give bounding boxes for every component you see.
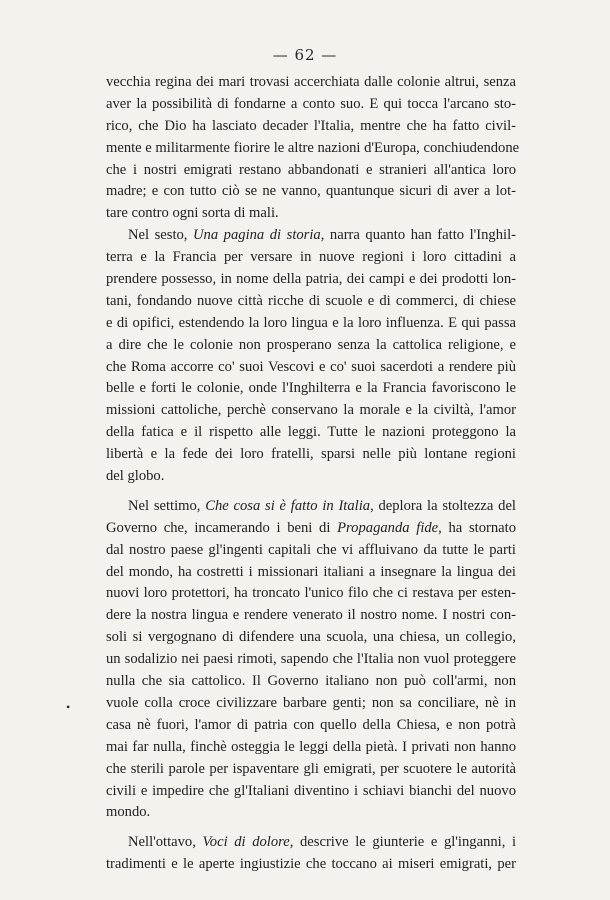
text-line — [106, 225, 516, 247]
text-line: missioni cattoliche, perchè conservano la morale e la civiltà, l'amor — [106, 402, 516, 419]
text-line: che Roma accorre co' suoi Vescovi e co' suoi sacerdoti a rendere più — [106, 358, 516, 375]
text-line: terra e la Francia per versare in nuove regioni i loro cittadini a — [106, 249, 516, 266]
text-run: descrive le giunterie e gl'inganni, i — [293, 834, 517, 851]
text-line: mai far nulla, finchè osteggia le leggi della pietà. I privati non hanno — [106, 738, 516, 755]
text-line: casa nè fuori, l'amor di patria con quello della Chiesa, e non potrà — [106, 716, 516, 733]
text-line: vecchia regina dei mari trovasi accerchiata dalle colonie altrui, senza — [106, 74, 516, 90]
page-number: — 62 — — [272, 46, 338, 64]
italic-title: Voci di dolore, — [202, 834, 294, 851]
text-line: rico, che Dio ha lasciato decader l'Italia, mentre che ha fatto civil- — [106, 117, 516, 134]
text-line: e di opifici, estendendo la loro lingua e la loro influenza. E qui passa — [106, 314, 516, 331]
text-line: civili e impedire che gl'Italiani diventino i schiavi bianchi del nuovo — [106, 782, 516, 799]
text-run: Nel settimo, — [128, 497, 206, 514]
paragraph-2 — [106, 225, 516, 488]
text-line: tare contro ogni sorta di mali. — [106, 205, 279, 222]
text-line: nulla che sia cattolico. Il Governo italiano non può coll'armi, non — [106, 673, 516, 690]
text-run: Nell'ottavo, — [128, 834, 203, 851]
text-run: deplora la stoltezza del — [373, 497, 516, 514]
text-line: prendere possesso, in nome della patria, dei campi e dei prodotti lon- — [106, 271, 516, 288]
text-run: Governo che, incamerando i beni di — [106, 519, 338, 536]
margin-dot-mark: • — [66, 700, 71, 714]
text-line: a dire che le colonie non prosperano senza la cattolica religione, e — [106, 336, 516, 353]
text-line: del globo. — [106, 468, 165, 485]
text-line: madre; e con tutto ciò se ne vanno, quantunque sicuri di aver a lot- — [106, 183, 516, 200]
text-line: che i nostri emigrati restano abbandonati e stranieri all'antica loro — [106, 161, 516, 178]
italic-title: Una pagina di storia, — [193, 227, 325, 244]
text-line: nuovi loro protettori, ha troncato l'unico filo che ci restava per esten- — [106, 585, 516, 602]
paragraph-4 — [106, 832, 516, 876]
text-line: tradimenti e le aperte ingiustizie che toccano ai miseri emigrati, per — [106, 856, 516, 873]
italic-title: Propaganda fide, — [337, 519, 442, 536]
text-line — [106, 518, 516, 540]
text-line: mondo. — [106, 804, 151, 821]
text-line: che sterili parole per ispaventare gli emigrati, per scuotere le autorità — [106, 760, 516, 777]
text-line: tani, fondando nuove città ricche di scuole e di commerci, di chiese — [106, 292, 516, 309]
text-line: mente e militarmente fiorire le altre nazioni d'Europa, conchiudendone — [106, 139, 520, 156]
paragraph-1 — [106, 72, 520, 225]
text-line: un sodalizio nei paesi rimoti, sapendo che l'Italia non vuol proteggere — [106, 651, 516, 668]
text-line — [106, 496, 516, 518]
text-line: vuole colla croce civilizzare barbare genti; non sa conciliare, nè in — [106, 694, 516, 711]
text-line: soli si vergognano di difendere una scuola, una chiesa, un collegio, — [106, 629, 516, 646]
text-line: della fatica e il rispetto alle leggi. Tutte le nazioni proteggono la — [106, 424, 516, 441]
text-run: narra quanto han fatto l'Inghil- — [324, 227, 516, 244]
text-line: del mondo, ha costretti i missionari italiani a insegnare la lingua dei — [106, 563, 516, 580]
text-line: dere la nostra lingua e rendere venerato il nostro nome. I nostri con- — [106, 607, 516, 624]
text-run: ha stornato — [441, 519, 517, 536]
text-line: libertà e la fede dei loro fratelli, sparsi nelle più lontane regioni — [106, 446, 516, 463]
text-line — [106, 832, 516, 854]
paragraph-3 — [106, 496, 516, 824]
text-line: dal nostro paese gl'ingenti capitali che vi affluivano da tutte le parti — [106, 541, 516, 558]
italic-title: Che cosa si è fatto in Italia, — [205, 497, 374, 514]
text-line: aver la possibilità di fondarne a conto suo. E qui tocca l'arcano sto- — [106, 95, 516, 112]
body-text — [106, 72, 520, 876]
text-run: Nel sesto, — [128, 227, 193, 244]
text-line: belle e forti le colonie, onde l'Inghilterra e la Francia favoriscono le — [106, 380, 516, 397]
